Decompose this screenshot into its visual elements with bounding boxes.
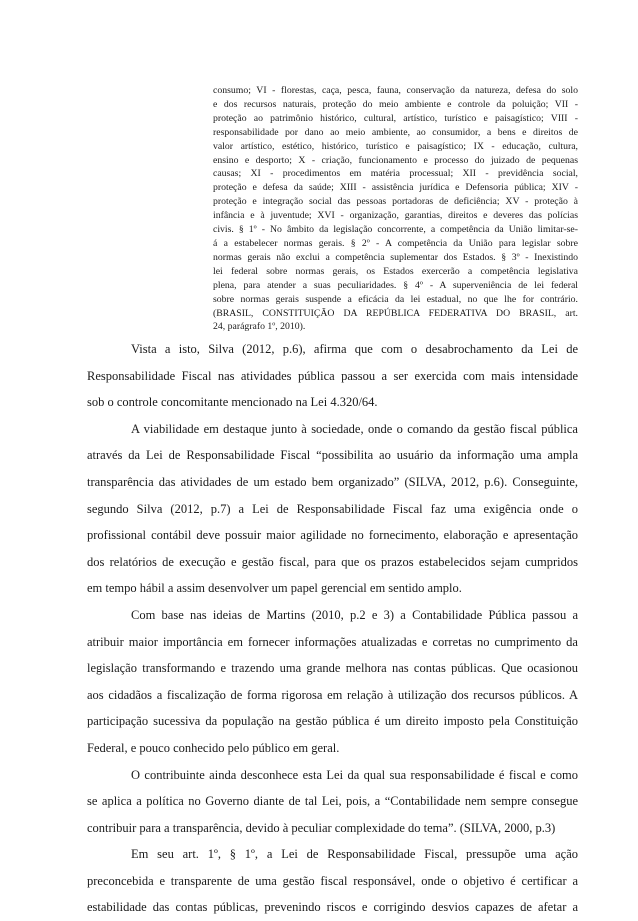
paragraph-line: dos relatórios de execução e gestão fiscal, para que os prazos estabelecidos sejam cumpridos [87, 554, 578, 569]
quote-line: responsabilidade por dano ao meio ambiente, ao consumidor, a bens e direitos de [213, 126, 578, 138]
paragraph-line: aos cidadãos a fiscalização de forma rigorosa em relação à utilização dos recursos públicos. A [87, 687, 578, 702]
paragraph-line: legislação transformando e trazendo uma grande melhora nas contas públicas. Que ocasionou [87, 661, 578, 676]
paragraph-line: em tempo hábil a assim desenvolver um papel gerencial em sentido amplo. [87, 581, 462, 596]
paragraph-line: Com base nas ideias de Martins (2010, p.2 e 3) a Contabilidade Pública passou a [131, 607, 578, 622]
paragraph-line: estabilidade das contas públicas, prevenindo riscos e corrigindo desvios capazes de afetar a [87, 900, 578, 915]
paragraph-line: O contribuinte ainda desconhece esta Lei da qual sua responsabilidade é fiscal e como [131, 767, 578, 782]
paragraph-line: preconcebida e transparente de uma gestão fiscal responsável, onde o objetivo é certificar a [87, 873, 578, 888]
paragraph-line: Responsabilidade Fiscal nas atividades pública passou a ser exercida com mais intensidade [87, 368, 578, 383]
quote-line: consumo; VI - florestas, caça, pesca, fauna, conservação da natureza, defesa do solo [213, 85, 578, 96]
quote-line: civis. § 1º - No âmbito da legislação concorrente, a competência da União limitar-se- [213, 224, 578, 236]
quote-line: infância e à juventude; XVI - organização, garantias, direitos e deveres das polícias [213, 210, 578, 222]
quote-line: normas gerais não exclui a competência suplementar dos Estados. § 3º - Inexistindo [213, 251, 578, 263]
paragraph-line: participação sucessiva da população na gestão pública é um direito imposto pela Constituição [87, 714, 578, 729]
quote-line: e dos recursos naturais, proteção do meio ambiente e controle da poluição; VII - [213, 98, 578, 110]
quote-line: plena, para atender a suas peculiaridades. § 4º - A superveniência de lei federal [213, 279, 578, 291]
quote-line: 24, parágrafo 1º, 2010). [213, 321, 306, 333]
paragraph-line: Em seu art. 1º, § 1º, a Lei de Responsabilidade Fiscal, pressupõe uma ação [131, 847, 578, 862]
paragraph-line: atribuir maior importância em fornecer informações atualizadas e corretas no cumprimento da [87, 634, 578, 649]
quote-line: proteção ao patrimônio histórico, cultural, artístico, turístico e paisagístico; VIII - [213, 112, 578, 124]
quote-line: valor artístico, estético, histórico, turístico e paisagístico; IX - educação, cultura, [213, 140, 578, 152]
quote-line: proteção e integração social das pessoas portadoras de deficiência; XV - proteção à [213, 196, 578, 208]
quote-line: ensino e desporto; X - criação, funcionamento e processo do juizado de pequenas [213, 154, 578, 166]
quote-line: lei federal sobre normas gerais, os Estados exercerão a competência legislativa [213, 265, 578, 277]
paragraph-line: segundo Silva (2012, p.7) a Lei de Responsabilidade Fiscal faz uma exigência onde o [87, 501, 578, 516]
quote-line: proteção e defesa da saúde; XIII - assistência jurídica e Defensoria pública; XIV - [213, 182, 578, 194]
paragraph-line: sob o controle concomitante mencionado na Lei 4.320/64. [87, 395, 378, 410]
paragraph-line: Federal, e pouco conhecido pelo público em geral. [87, 740, 340, 755]
paragraph-line: profissional contábil deve possuir maior agilidade no fornecimento, elaboração e apresentação [87, 528, 578, 543]
quote-line: (BRASIL, CONSTITUIÇÃO DA REPÚBLICA FEDERATIVA DO BRASIL, art. [213, 307, 578, 319]
paragraph-line: transparência das atividades de um estado bem organizado” (SILVA, 2012, p.6). Conseguinte, [87, 474, 578, 489]
block-quote [213, 84, 578, 334]
quote-line: sobre normas gerais suspende a eficácia da lei estadual, no que lhe for contrário. [213, 293, 578, 305]
paragraph-line: através da Lei de Responsabilidade Fiscal “possibilita ao usuário da informação uma ampla [87, 448, 578, 463]
body-text [87, 336, 578, 921]
quote-line: causas; XI - procedimentos em matéria processual; XII - previdência social, [213, 168, 578, 180]
paragraph-line: Vista a isto, Silva (2012, p.6), afirma que com o desabrochamento da Lei de [131, 342, 578, 356]
paragraph-line: se aplica a política no Governo diante de tal Lei, pois, a “Contabilidade nem sempre consegue [87, 794, 578, 809]
paragraph-line: A viabilidade em destaque junto à sociedade, onde o comando da gestão fiscal pública [131, 421, 578, 436]
quote-line: á a estabelecer normas gerais. § 2º - A competência da União para legislar sobre [213, 237, 578, 249]
paragraph-line: contribuir para a transparência, devido à peculiar complexidade do tema”. (SILVA, 2000, p.3) [87, 820, 556, 835]
